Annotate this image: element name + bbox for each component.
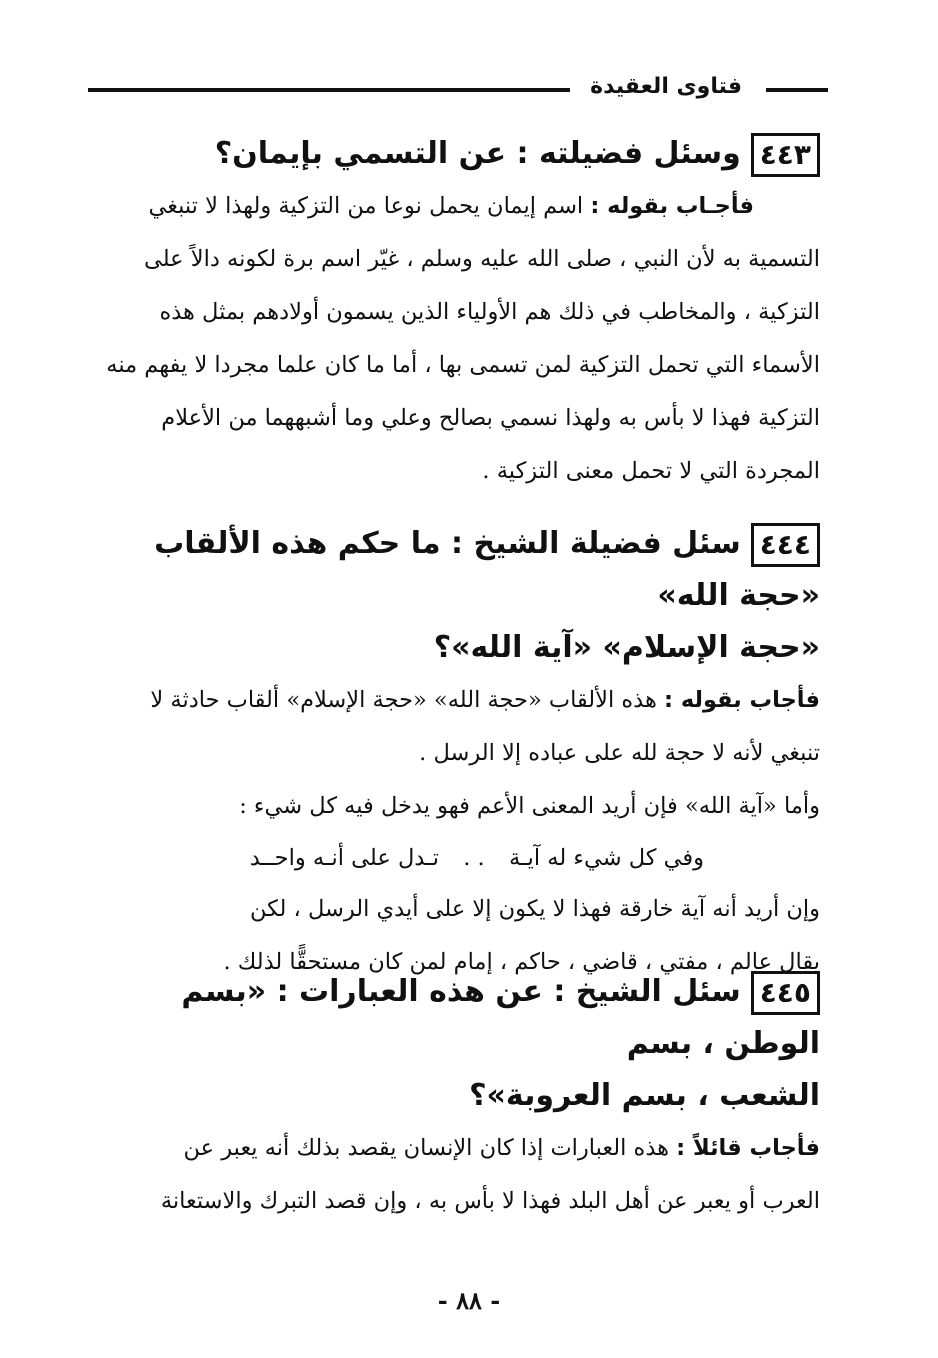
- answer-line: فأجاب قائلاً : هذه العبارات إذا كان الإنسان يقصد بذلك أنه يعبر عن: [183, 1135, 820, 1161]
- verse-first-hemistich: وفي كل شيء له آيـة: [508, 845, 704, 871]
- answer-line: التسمية به لأن النبي ، صلى الله عليه وسلم ، غيّر اسم برة لكونه دالاً على: [143, 246, 820, 272]
- answer-line: تنبغي لأنه لا حجة لله على عباده إلا الرسل .: [419, 740, 820, 766]
- answer-lead: فأجاب قائلاً :: [676, 1135, 820, 1161]
- question-number-box: ٤٤٣: [751, 133, 820, 177]
- running-header: [88, 72, 828, 106]
- question-text: وسئل فضيلته : عن التسمي بإيمان؟: [214, 136, 741, 171]
- verse-separator: . .: [463, 845, 485, 871]
- question-text: سئل فضيلة الشيخ : ما حكم هذه الألقاب «حجة الله»: [154, 526, 820, 613]
- answer-line: التزكية ، والمخاطب في ذلك هم الأولياء الذين يسمون أولادهم بمثل هذه: [159, 299, 820, 325]
- header-rule-long: [88, 88, 570, 92]
- question-text: سئل الشيخ : عن هذه العبارات : «بسم الوطن ، بسم: [181, 974, 820, 1061]
- answer-lead: فأجاب بقوله :: [664, 687, 820, 713]
- answer-line: وإن أريد أنه آية خارقة فهذا لا يكون إلا على أيدي الرسل ، لكن: [250, 896, 820, 922]
- answer-line: فأجـاب بقوله : اسم إيمان يحمل نوعا من التزكية ولهذا لا تنبغي: [148, 193, 754, 219]
- question-number-box: ٤٤٥: [751, 971, 820, 1015]
- question-heading: [80, 128, 820, 180]
- answer-line: فأجاب بقوله : هذه الألقاب «حجة الله» «حجة الإسلام» ألقاب حادثة لا: [150, 687, 820, 713]
- answer-line: الأسماء التي تحمل التزكية لمن تسمى بها ، أما ما كان علما مجردا لا يفهم منه: [106, 352, 820, 378]
- fatwa-444: [80, 518, 820, 989]
- answer-line: وأما «آية الله» فإن أريد المعنى الأعم فهو يدخل فيه كل شيء :: [239, 793, 820, 819]
- question-heading: [80, 966, 820, 1070]
- fatwa-445: [80, 966, 820, 1228]
- answer-line: يقال عالم ، مفتي ، قاضي ، حاكم ، إمام لمن كان مستحقًّا لذلك .: [223, 949, 820, 975]
- question-heading: [80, 518, 820, 622]
- fatwa-443: [80, 128, 820, 498]
- answer-line: المجردة التي لا تحمل معنى التزكية .: [482, 458, 820, 484]
- verse-second-hemistich: تـدل على أنـه واحــد: [249, 845, 439, 871]
- header-rule-short: [766, 88, 828, 92]
- question-text-line2: الشعب ، بسم العروبة»؟: [469, 1078, 820, 1113]
- poetry-verse: [80, 833, 820, 883]
- header-title: فتاوى العقيدة: [590, 74, 742, 99]
- page-number: - ٨٨ -: [437, 1286, 501, 1315]
- answer-line: التزكية فهذا لا بأس به ولهذا نسمي بصالح وعلي وما أشبههما من الأعلام: [161, 405, 820, 431]
- question-number-box: ٤٤٤: [751, 523, 820, 567]
- question-text-line2: «حجة الإسلام» «آية الله»؟: [433, 630, 820, 665]
- answer-lead: فأجـاب بقوله :: [590, 193, 754, 219]
- answer-line: العرب أو يعبر عن أهل البلد فهذا لا بأس به ، وإن قصد التبرك والاستعانة: [160, 1188, 820, 1214]
